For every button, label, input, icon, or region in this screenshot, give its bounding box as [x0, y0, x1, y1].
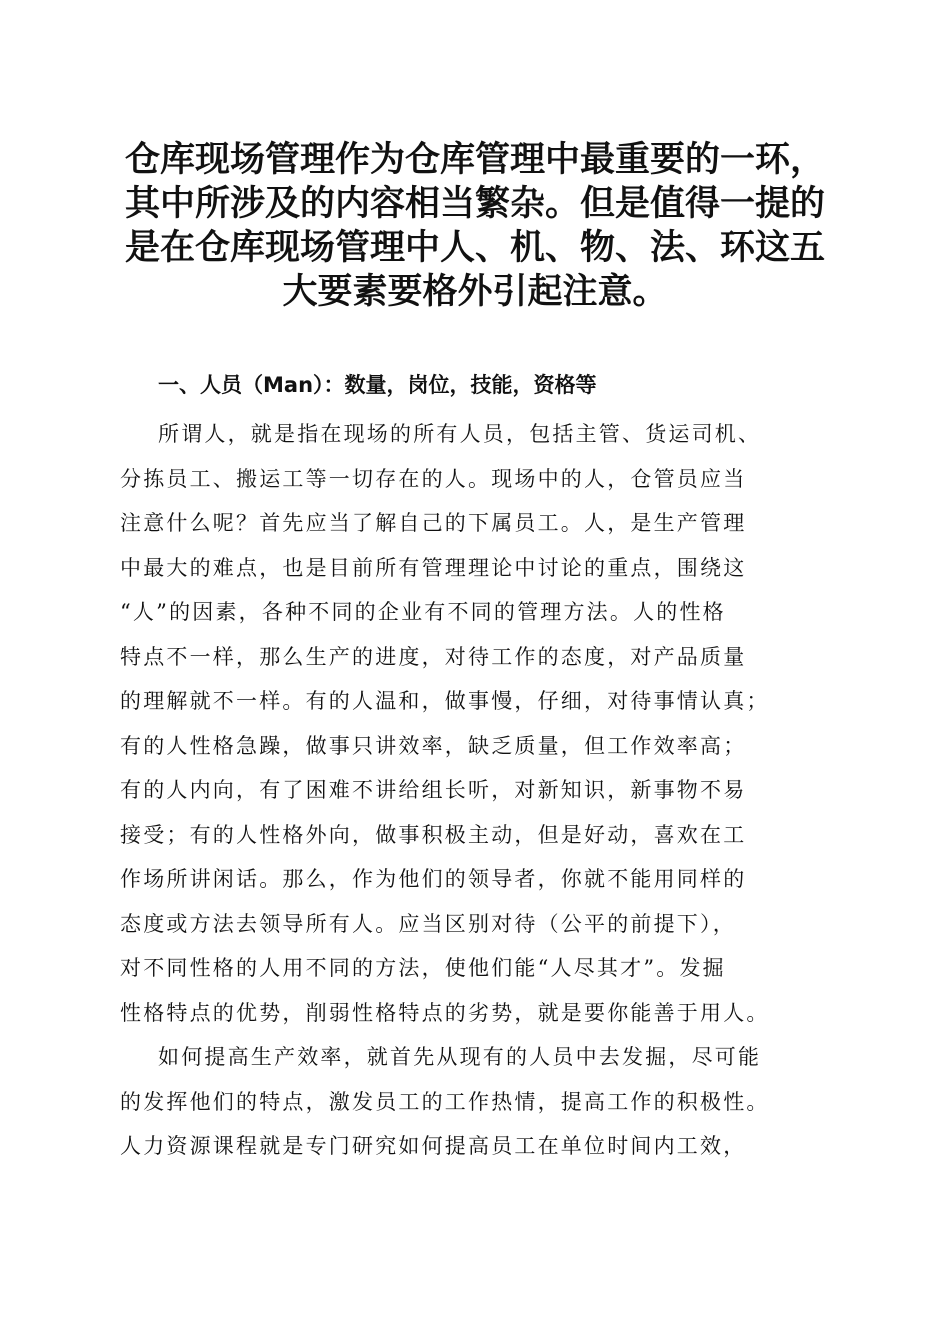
- paragraph-line: 如何提高生产效率，就首先从现有的人员中去发掘，尽可能: [158, 1045, 762, 1069]
- paragraph-line: 注意什么呢？首先应当了解自己的下属员工。人，是生产管理: [120, 511, 747, 535]
- paragraph-line: 有的人内向，有了困难不讲给组长听，对新知识，新事物不易: [120, 778, 747, 802]
- paragraph-line: 特点不一样，那么生产的进度，对待工作的态度，对产品质量: [120, 644, 747, 669]
- document-title: [110, 138, 840, 314]
- paragraph-line: 作场所讲闲话。那么，作为他们的领导者，你就不能用同样的: [120, 867, 747, 891]
- paragraph-line: 人力资源课程就是专门研究如何提高员工在单位时间内工效，: [120, 1134, 747, 1158]
- body-paragraphs: [120, 412, 840, 1169]
- paragraph-line: 分拣员工、搬运工等一切存在的人。现场中的人，仓管员应当: [120, 466, 747, 491]
- paragraph-line: 的理解就不一样。有的人温和，做事慢，仔细，对待事情认真；: [120, 689, 770, 713]
- paragraph-line: “人”的因素，各种不同的企业有不同的管理方法。人的性格: [120, 600, 726, 624]
- paragraph-line: 所谓人，就是指在现场的所有人员，包括主管、货运司机、: [158, 422, 762, 446]
- paragraph-line: 性格特点的优势，削弱性格特点的劣势，就是要你能善于用人。: [120, 1000, 770, 1025]
- paragraph-line: 对不同性格的人用不同的方法，使他们能“人尽其才”。发掘: [120, 956, 726, 980]
- paragraph-line: 接受；有的人性格外向，做事积极主动，但是好动，喜欢在工: [120, 822, 747, 847]
- title-line: 其中所涉及的内容相当繁杂。但是值得一提的: [124, 183, 825, 224]
- section-heading: 一、人员（Man）：数量，岗位，技能，资格等: [158, 373, 597, 397]
- title-line: 仓库现场管理作为仓库管理中最重要的一环，: [124, 139, 825, 180]
- paragraph-line: 态度或方法去领导所有人。应当区别对待（公平的前提下），: [120, 911, 736, 936]
- title-line: 大要素要格外引起注意。: [282, 271, 668, 312]
- paragraph-line: 有的人性格急躁，做事只讲效率，缺乏质量，但工作效率高；: [120, 733, 747, 758]
- paragraph-line: 的发挥他们的特点，激发员工的工作热情，提高工作的积极性。: [120, 1089, 770, 1114]
- title-line: 是在仓库现场管理中人、机、物、法、环这五: [124, 227, 825, 268]
- paragraph-line: 中最大的难点，也是目前所有管理理论中讨论的重点，围绕这: [120, 555, 747, 580]
